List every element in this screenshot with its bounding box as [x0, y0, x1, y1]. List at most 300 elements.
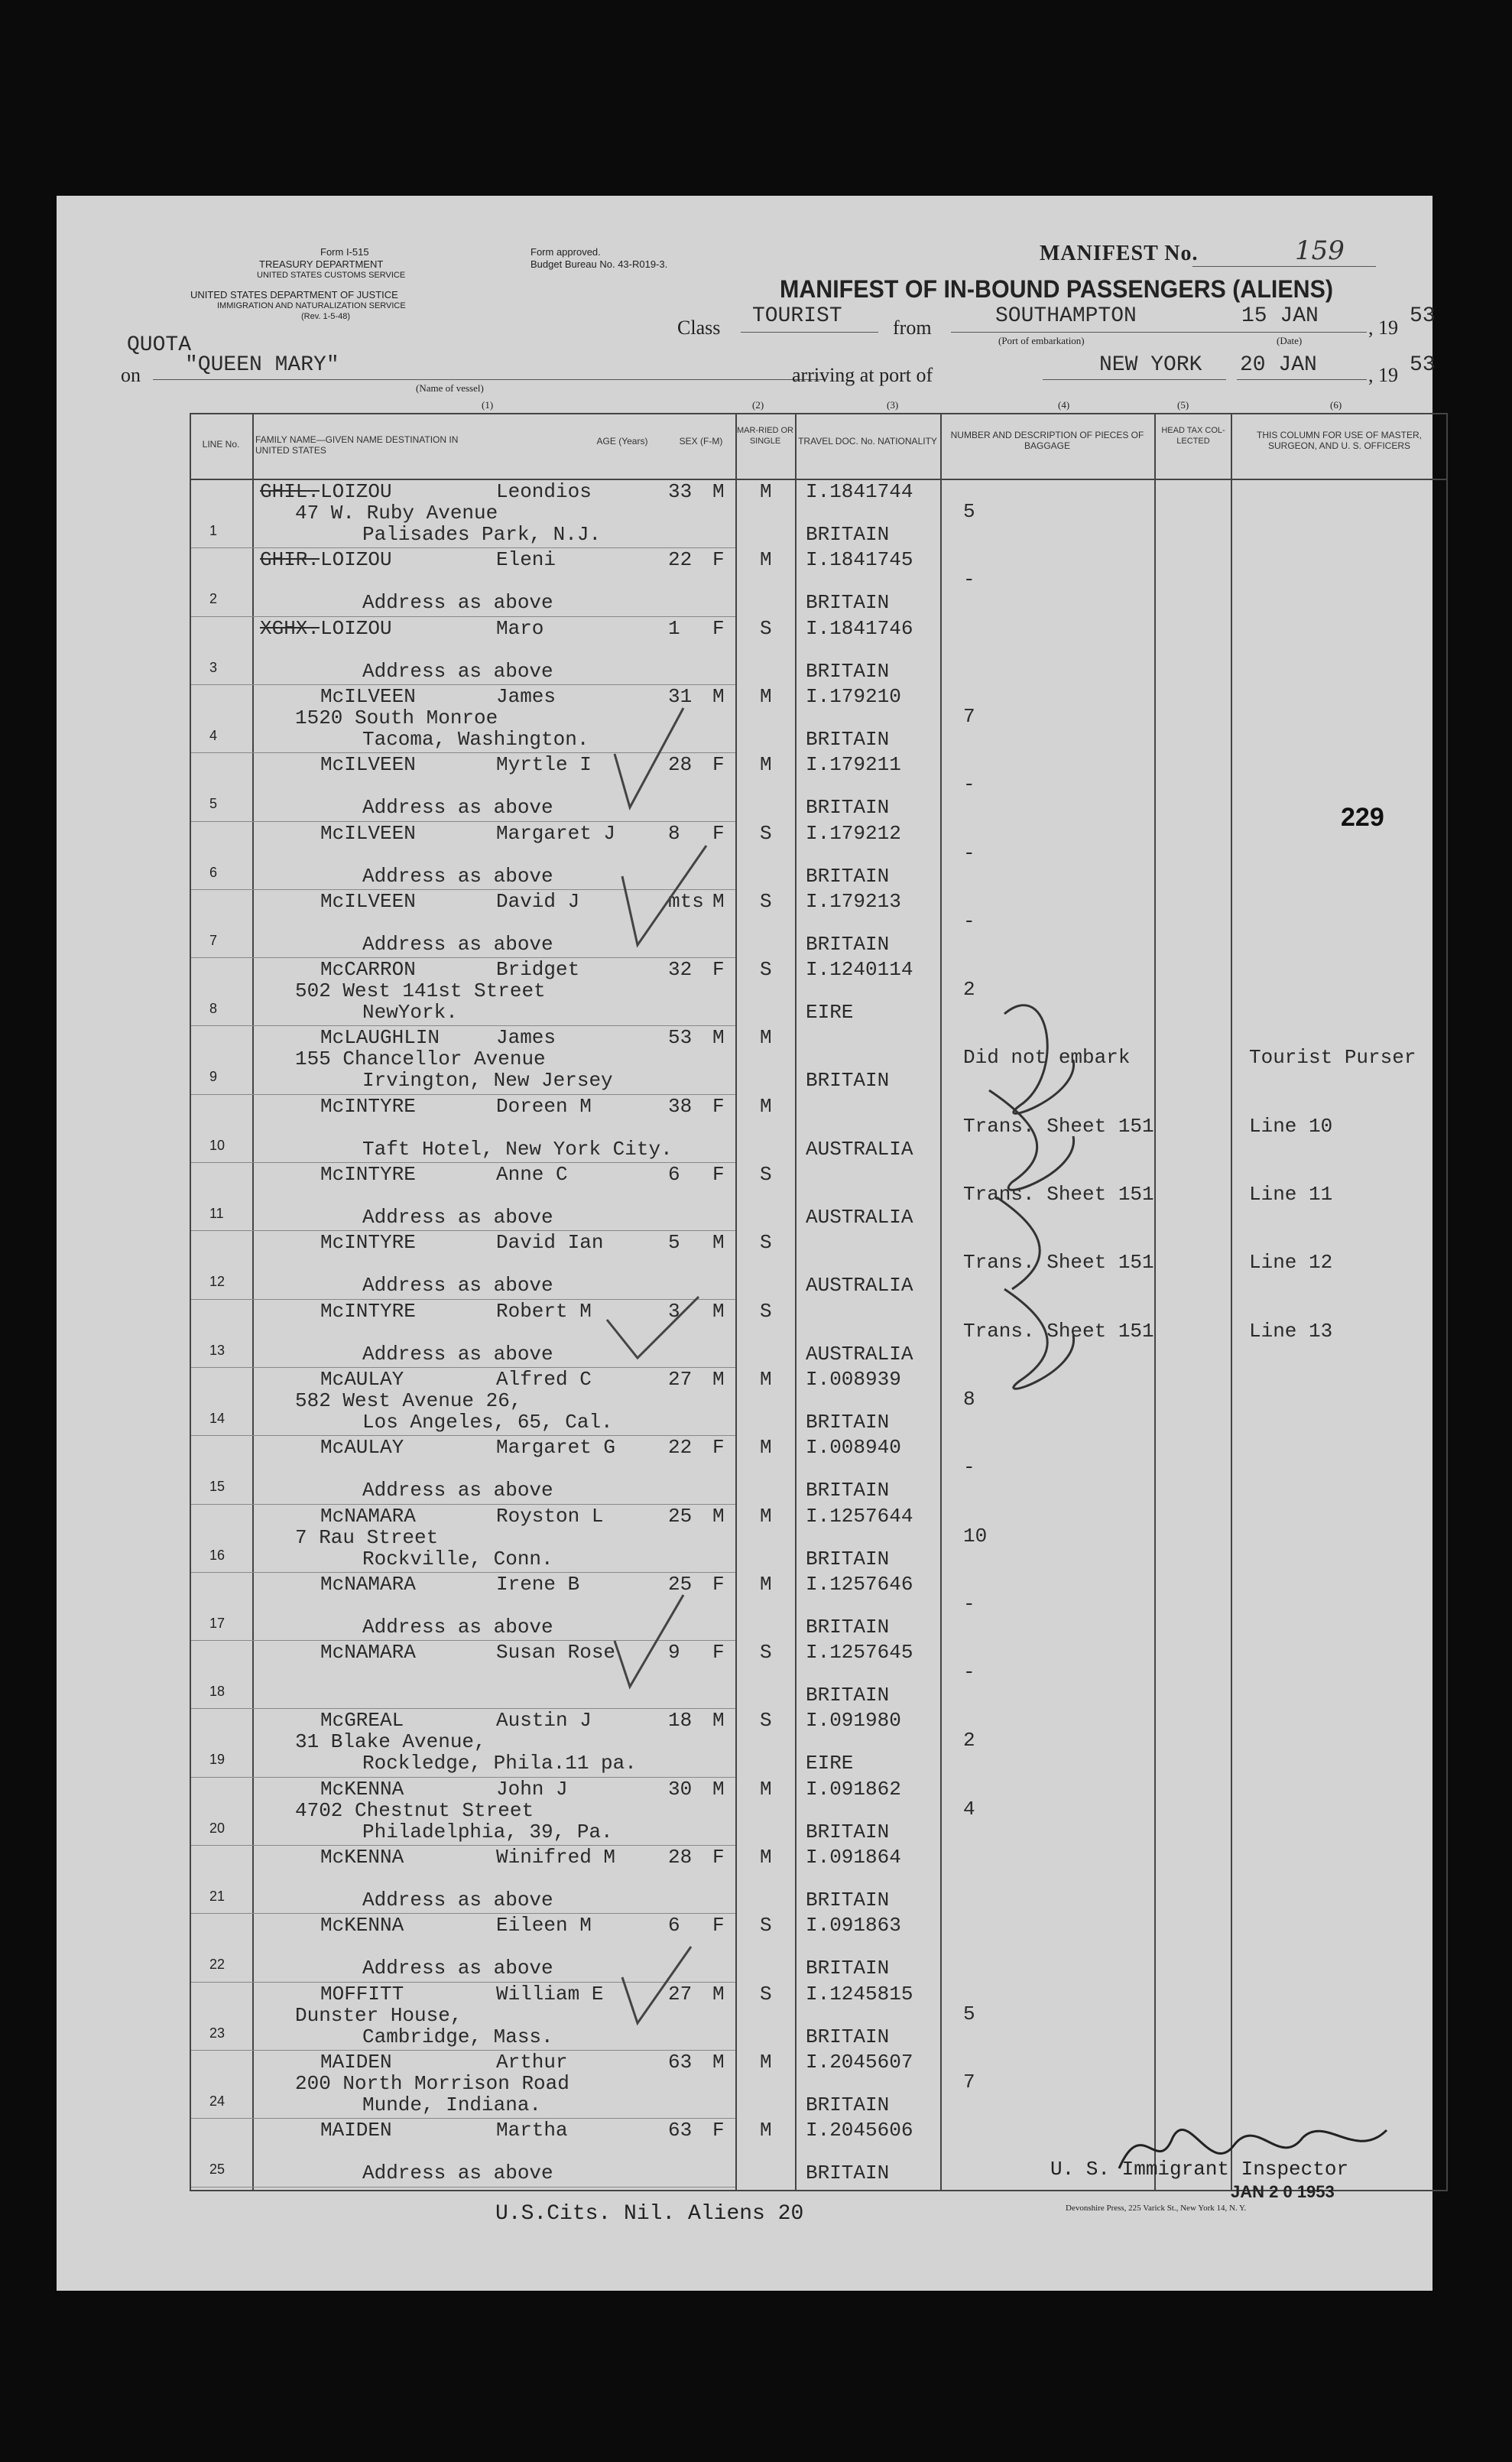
sex: M	[712, 889, 725, 913]
marital-status: M	[760, 480, 772, 503]
address-line-2: Address as above	[362, 1206, 553, 1229]
age: mts	[668, 889, 704, 913]
baggage: -	[963, 1592, 975, 1616]
given-name: William E	[496, 1982, 604, 2006]
nationality: EIRE	[806, 1001, 854, 1025]
address-line-2: Address as above	[362, 1479, 553, 1502]
travel-doc: I.091864	[806, 1846, 901, 1869]
justice-label: UNITED STATES DEPARTMENT OF JUSTICE	[190, 289, 398, 300]
given-name: Susan Rose	[496, 1641, 616, 1665]
vessel-name: "QUEEN MARY"	[185, 353, 339, 377]
travel-doc: I.008940	[806, 1436, 901, 1460]
budget-label: Budget Bureau No. 43-R019-3.	[530, 258, 668, 270]
baggage: -	[963, 909, 975, 933]
sex: F	[712, 821, 725, 845]
sex: M	[712, 1709, 725, 1733]
travel-doc: I.091863	[806, 1914, 901, 1937]
travel-doc: I.1257645	[806, 1641, 913, 1665]
age: 27	[668, 1367, 693, 1391]
marital-status: M	[760, 1026, 772, 1050]
address-line-2: Address as above	[362, 932, 553, 956]
age: 3	[668, 1299, 680, 1323]
baggage: -	[963, 773, 975, 797]
travel-doc: I.1240114	[806, 958, 913, 982]
sex: M	[712, 480, 725, 503]
line-number: 11	[209, 1206, 224, 1221]
line-number: 15	[209, 1479, 226, 1495]
sex: M	[712, 1231, 725, 1255]
manifest-number: 159	[1295, 235, 1345, 266]
arrival-date: 20 JAN	[1240, 353, 1317, 377]
nationality: AUSTRALIA	[806, 1274, 913, 1298]
address-line-1: 155 Chancellor Avenue	[295, 1047, 546, 1071]
travel-doc: I.008939	[806, 1367, 901, 1391]
sex: F	[712, 1163, 725, 1186]
nationality: BRITAIN	[806, 1479, 890, 1502]
travel-doc: I.179211	[806, 753, 901, 777]
age: 8	[668, 821, 680, 845]
sex: F	[712, 1094, 725, 1118]
baggage: 8	[963, 1387, 975, 1411]
ins-label: IMMIGRATION AND NATURALIZATION SERVICE	[217, 301, 406, 310]
marital-status: S	[760, 1709, 772, 1733]
baggage: -	[963, 1456, 975, 1479]
marital-status: M	[760, 753, 772, 777]
age: 25	[668, 1572, 693, 1596]
check-marks	[592, 693, 745, 2069]
from-value: SOUTHAMPTON	[995, 304, 1137, 328]
customs-label: UNITED STATES CUSTOMS SERVICE	[257, 271, 406, 280]
age: 6	[668, 1163, 680, 1186]
nationality: BRITAIN	[806, 1615, 890, 1639]
nationality: AUSTRALIA	[806, 1206, 913, 1229]
nationality: BRITAIN	[806, 659, 890, 683]
travel-doc: I.2045606	[806, 2119, 913, 2142]
given-name: Anne C	[496, 1163, 568, 1186]
family-name: McGREAL	[320, 1709, 404, 1733]
address-line-2: Address as above	[362, 1274, 553, 1298]
nationality: BRITAIN	[806, 1820, 890, 1843]
line-number: 17	[209, 1615, 226, 1631]
address-line-2: Palisades Park, N.J.	[362, 523, 602, 546]
marital-status: M	[760, 548, 772, 572]
marital-status: S	[760, 1163, 772, 1186]
sex: M	[712, 1299, 725, 1323]
family-name: McLAUGHLIN	[320, 1026, 440, 1050]
quota-label: QUOTA	[127, 333, 192, 357]
travel-doc: I.1257646	[806, 1572, 913, 1596]
officer-note: Line 11	[1249, 1183, 1333, 1206]
line-number: 18	[209, 1684, 226, 1700]
given-name: Winifred M	[496, 1846, 616, 1869]
nationality: BRITAIN	[806, 1069, 890, 1093]
address-line-2: Los Angeles, 65, Cal.	[362, 1410, 613, 1434]
family-name: McCARRON	[320, 958, 416, 982]
family-name: McINTYRE	[320, 1299, 416, 1323]
marital-status: S	[760, 889, 772, 913]
nationality: BRITAIN	[806, 864, 890, 888]
sex: F	[712, 1572, 725, 1596]
given-name: David J	[496, 889, 580, 913]
baggage: 5	[963, 500, 975, 523]
address-line-2: Address as above	[362, 2162, 553, 2185]
col-num-6: (6)	[1330, 399, 1342, 411]
age: 25	[668, 1504, 693, 1528]
age: 28	[668, 753, 693, 777]
address-line-2: Address as above	[362, 1615, 553, 1639]
given-name: Bridget	[496, 958, 580, 982]
given-name: Leondios	[496, 480, 592, 503]
marital-status: M	[760, 1572, 772, 1596]
arriving-label: arriving at port of	[792, 364, 933, 386]
given-name: Myrtle I	[496, 753, 592, 777]
manifest-sheet	[57, 196, 1436, 2291]
treasury-label: TREASURY DEPARTMENT	[259, 258, 384, 270]
header-officers: THIS COLUMN FOR USE OF MASTER, SURGEON, AND U. S. OFFICERS	[1256, 430, 1422, 451]
given-name: Arthur	[496, 2050, 568, 2074]
sex: F	[712, 2119, 725, 2142]
nationality: BRITAIN	[806, 1684, 890, 1707]
family-name: LOIZOU	[320, 480, 392, 503]
baggage: -	[963, 841, 975, 865]
sex: F	[712, 958, 725, 982]
nationality: BRITAIN	[806, 727, 890, 751]
address-line-1: 502 West 141st Street	[295, 979, 546, 1003]
line-number: 6	[209, 864, 218, 880]
address-line-1: 7 Rau Street	[295, 1525, 439, 1549]
marital-status: M	[760, 684, 772, 708]
address-line-2: NewYork.	[362, 1001, 458, 1025]
line-number: 22	[209, 1957, 226, 1973]
line-number: 2	[209, 591, 218, 607]
marital-status: S	[760, 1231, 772, 1255]
given-name: Alfred C	[496, 1367, 592, 1391]
address-line-1: 31 Blake Avenue,	[295, 1730, 486, 1754]
footer-summary: U.S.Cits. Nil. Aliens 20	[495, 2202, 804, 2226]
baggage: 2	[963, 978, 975, 1002]
baggage: Trans. Sheet 151	[963, 1114, 1154, 1138]
address-line-2: Address as above	[362, 1889, 553, 1911]
family-name: McAULAY	[320, 1436, 404, 1460]
travel-doc: I.091980	[806, 1709, 901, 1733]
line-number: 8	[209, 1001, 218, 1017]
given-name: Robert M	[496, 1299, 592, 1323]
nationality: BRITAIN	[806, 1547, 890, 1570]
arr-year-prefix: , 19	[1368, 364, 1398, 386]
embark-note: (Port of embarkation)	[998, 335, 1085, 346]
marital-status: S	[760, 1914, 772, 1937]
baggage: -	[963, 568, 975, 592]
inspector-label: U. S. Immigrant Inspector	[1050, 2158, 1349, 2181]
age: 5	[668, 1231, 680, 1255]
name-prefix: XGHX.	[260, 616, 320, 640]
age: 63	[668, 2050, 693, 2074]
line-number: 13	[209, 1342, 226, 1358]
baggage: -	[963, 1661, 975, 1684]
address-line-1: Dunster House,	[295, 2003, 462, 2027]
line-number: 12	[209, 1274, 226, 1290]
baggage: 7	[963, 704, 975, 728]
age: 1	[668, 616, 680, 640]
travel-doc: I.1245815	[806, 1982, 913, 2006]
nationality: BRITAIN	[806, 932, 890, 956]
travel-doc: I.179210	[806, 684, 901, 708]
given-name: James	[496, 1026, 556, 1050]
baggage: 4	[963, 1797, 975, 1821]
stamp-date: JAN 2 0 1953	[1231, 2182, 1335, 2201]
class-value: TOURIST	[752, 304, 842, 328]
address-line-2: Address as above	[362, 591, 553, 615]
header-head-tax: HEAD TAX COL-LECTED	[1161, 426, 1225, 446]
address-line-2: Address as above	[362, 796, 553, 820]
age: 22	[668, 1436, 693, 1460]
nationality: EIRE	[806, 1752, 854, 1775]
baggage: Trans. Sheet 151	[963, 1251, 1154, 1275]
line-number: 1	[209, 523, 218, 538]
given-name: Martha	[496, 2119, 568, 2142]
line-number: 19	[209, 1752, 226, 1768]
family-name: McKENNA	[320, 1846, 404, 1869]
age: 6	[668, 1914, 680, 1937]
travel-doc: I.1841746	[806, 616, 913, 640]
line-number: 14	[209, 1410, 226, 1426]
family-name: MOFFITT	[320, 1982, 404, 2006]
baggage: Did not embark	[963, 1046, 1131, 1070]
sex: M	[712, 2050, 725, 2074]
departure-year: 53	[1410, 304, 1436, 328]
address-line-2: Rockledge, Phila.11 pa.	[362, 1752, 637, 1775]
given-name: John J	[496, 1777, 568, 1801]
nationality: BRITAIN	[806, 1410, 890, 1434]
baggage: Trans. Sheet 151	[963, 1319, 1154, 1343]
line-number: 21	[209, 1889, 226, 1904]
family-name: LOIZOU	[320, 616, 392, 640]
officer-note: Line 12	[1249, 1251, 1333, 1275]
given-name: Royston L	[496, 1504, 604, 1528]
baggage: 7	[963, 2070, 975, 2093]
sex: F	[712, 1436, 725, 1460]
baggage: Trans. Sheet 151	[963, 1183, 1154, 1206]
line-number: 5	[209, 796, 218, 812]
family-name: McILVEEN	[320, 753, 416, 777]
family-name: McINTYRE	[320, 1094, 416, 1118]
given-name: Margaret G	[496, 1436, 616, 1460]
dep-year-prefix: , 19	[1368, 317, 1398, 339]
given-name: Margaret J	[496, 821, 616, 845]
line-number: 3	[209, 659, 218, 675]
address-line-1: 1520 South Monroe	[295, 706, 498, 729]
address-line-2: Cambridge, Mass.	[362, 2025, 553, 2048]
line-number: 7	[209, 932, 218, 948]
col-num-2: (2)	[752, 399, 764, 411]
signature-scribble	[959, 983, 1280, 1595]
family-name: McILVEEN	[320, 821, 416, 845]
line-number: 20	[209, 1820, 226, 1836]
class-label: Class	[677, 317, 721, 339]
officer-note: Line 13	[1249, 1319, 1333, 1343]
sex: M	[712, 1504, 725, 1528]
printer-label: Devonshire Press, 225 Varick St., New York 14, N. Y.	[1066, 2204, 1247, 2213]
line-number: 16	[209, 1547, 226, 1563]
address-line-2: Address as above	[362, 864, 553, 888]
sex: M	[712, 1026, 725, 1050]
marital-status: S	[760, 1299, 772, 1323]
nationality: AUSTRALIA	[806, 1137, 913, 1161]
header-name: FAMILY NAME—GIVEN NAME DESTINATION IN UNITED STATES	[255, 434, 459, 456]
nationality: BRITAIN	[806, 2025, 890, 2048]
nationality: BRITAIN	[806, 2093, 890, 2116]
travel-doc: I.1841745	[806, 548, 913, 572]
sex: F	[712, 1846, 725, 1869]
baggage: 5	[963, 2002, 975, 2025]
travel-doc: I.1841744	[806, 480, 913, 503]
sex: F	[712, 1641, 725, 1665]
marital-status: S	[760, 821, 772, 845]
age: 30	[668, 1777, 693, 1801]
side-number: 229	[1341, 803, 1384, 832]
date-note: (Date)	[1277, 335, 1303, 346]
approved-label: Form approved.	[530, 246, 601, 258]
sex: M	[712, 1367, 725, 1391]
col-num-3: (3)	[887, 399, 899, 411]
family-name: MAIDEN	[320, 2050, 392, 2074]
line-number: 23	[209, 2025, 226, 2041]
given-name: David Ian	[496, 1231, 604, 1255]
departure-date: 15 JAN	[1241, 304, 1319, 328]
address-line-2: Irvington, New Jersey	[362, 1069, 613, 1093]
family-name: MAIDEN	[320, 2119, 392, 2142]
sex: F	[712, 616, 725, 640]
given-name: James	[496, 684, 556, 708]
family-name: McILVEEN	[320, 889, 416, 913]
address-line-2: Philadelphia, 39, Pa.	[362, 1820, 613, 1843]
address-line-2: Munde, Indiana.	[362, 2093, 542, 2116]
age: 9	[668, 1641, 680, 1665]
line-number: 10	[209, 1137, 226, 1153]
given-name: Maro	[496, 616, 544, 640]
marital-status: S	[760, 958, 772, 982]
marital-status: M	[760, 1436, 772, 1460]
header-baggage: NUMBER AND DESCRIPTION OF PIECES OF BAGGAGE	[950, 430, 1144, 451]
family-name: McAULAY	[320, 1367, 404, 1391]
travel-doc: I.2045607	[806, 2050, 913, 2074]
marital-status: M	[760, 2119, 772, 2142]
nationality: BRITAIN	[806, 1889, 890, 1911]
given-name: Austin J	[496, 1709, 592, 1733]
marital-status: S	[760, 616, 772, 640]
family-name: McINTYRE	[320, 1231, 416, 1255]
nationality: AUSTRALIA	[806, 1342, 913, 1366]
sex: M	[712, 1982, 725, 2006]
line-number: 24	[209, 2093, 226, 2109]
address-line-2: Address as above	[362, 659, 553, 683]
sex: F	[712, 548, 725, 572]
family-name: LOIZOU	[320, 548, 392, 572]
header-age: AGE (Years)	[596, 436, 648, 447]
address-line-2: Rockville, Conn.	[362, 1547, 553, 1570]
nationality: BRITAIN	[806, 796, 890, 820]
sex: M	[712, 1777, 725, 1801]
address-line-1: 582 West Avenue 26,	[295, 1389, 522, 1412]
name-prefix: GHIL.	[260, 480, 320, 503]
address-line-1: 4702 Chestnut Street	[295, 1798, 534, 1822]
line-number: 9	[209, 1069, 218, 1085]
col-num-4: (4)	[1058, 399, 1070, 411]
manifest-no-label: MANIFEST No.	[1040, 242, 1199, 265]
family-name: McNAMARA	[320, 1641, 416, 1665]
sex: F	[712, 753, 725, 777]
nationality: BRITAIN	[806, 591, 890, 615]
travel-doc: I.091862	[806, 1777, 901, 1801]
name-prefix: GHIR.	[260, 548, 320, 572]
marital-status: S	[760, 1641, 772, 1665]
on-label: on	[121, 364, 141, 386]
header-sex: SEX (F-M)	[679, 436, 723, 447]
address-line-2: Tacoma, Washington.	[362, 727, 589, 751]
given-name: Eileen M	[496, 1914, 592, 1937]
marital-status: M	[760, 1367, 772, 1391]
age: 28	[668, 1846, 693, 1869]
age: 18	[668, 1709, 693, 1733]
form-number: Form I-515	[320, 246, 369, 258]
rev-label: (Rev. 1-5-48)	[301, 312, 350, 321]
baggage: 10	[963, 1524, 988, 1548]
header-travel: TRAVEL DOC. No. NATIONALITY	[798, 436, 937, 447]
family-name: McNAMARA	[320, 1504, 416, 1528]
officer-note: Line 10	[1249, 1114, 1333, 1138]
given-name: Doreen M	[496, 1094, 592, 1118]
address-line-2: Address as above	[362, 1342, 553, 1366]
sex: M	[712, 684, 725, 708]
arrival-port: NEW YORK	[1099, 353, 1202, 377]
arrival-year: 53	[1410, 353, 1436, 377]
marital-status: M	[760, 1504, 772, 1528]
marital-status: M	[760, 1846, 772, 1869]
marital-status: M	[760, 2050, 772, 2074]
address-line-1: 47 W. Ruby Avenue	[295, 502, 498, 525]
age: 27	[668, 1982, 693, 2006]
travel-doc: I.179213	[806, 889, 901, 913]
address-line-2: Address as above	[362, 1957, 553, 1980]
officer-note: Tourist Purser	[1249, 1046, 1416, 1070]
family-name: McILVEEN	[320, 684, 416, 708]
line-number: 4	[209, 727, 218, 743]
family-name: McKENNA	[320, 1914, 404, 1937]
age: 32	[668, 958, 693, 982]
address-line-2: Taft Hotel, New York City.	[362, 1137, 673, 1161]
marital-status: M	[760, 1777, 772, 1801]
age: 31	[668, 684, 693, 708]
address-line-1: 200 North Morrison Road	[295, 2071, 569, 2095]
given-name: Eleni	[496, 548, 556, 572]
marital-status: S	[760, 1982, 772, 2006]
manifest-title: MANIFEST OF IN-BOUND PASSENGERS (ALIENS)	[780, 275, 1333, 303]
line-number: 25	[209, 2162, 226, 2178]
header-line-no: LINE No.	[202, 439, 240, 450]
nationality: BRITAIN	[806, 523, 890, 546]
age: 53	[668, 1026, 693, 1050]
from-label: from	[893, 317, 932, 339]
marital-status: M	[760, 1094, 772, 1118]
header-married: MAR-RIED OR SINGLE	[737, 426, 793, 446]
age: 38	[668, 1094, 693, 1118]
travel-doc: I.1257644	[806, 1504, 913, 1528]
nationality: BRITAIN	[806, 2162, 890, 2185]
col-num-1: (1)	[482, 399, 494, 411]
col-num-5: (5)	[1177, 399, 1189, 411]
travel-doc: I.179212	[806, 821, 901, 845]
given-name: Irene B	[496, 1572, 580, 1596]
